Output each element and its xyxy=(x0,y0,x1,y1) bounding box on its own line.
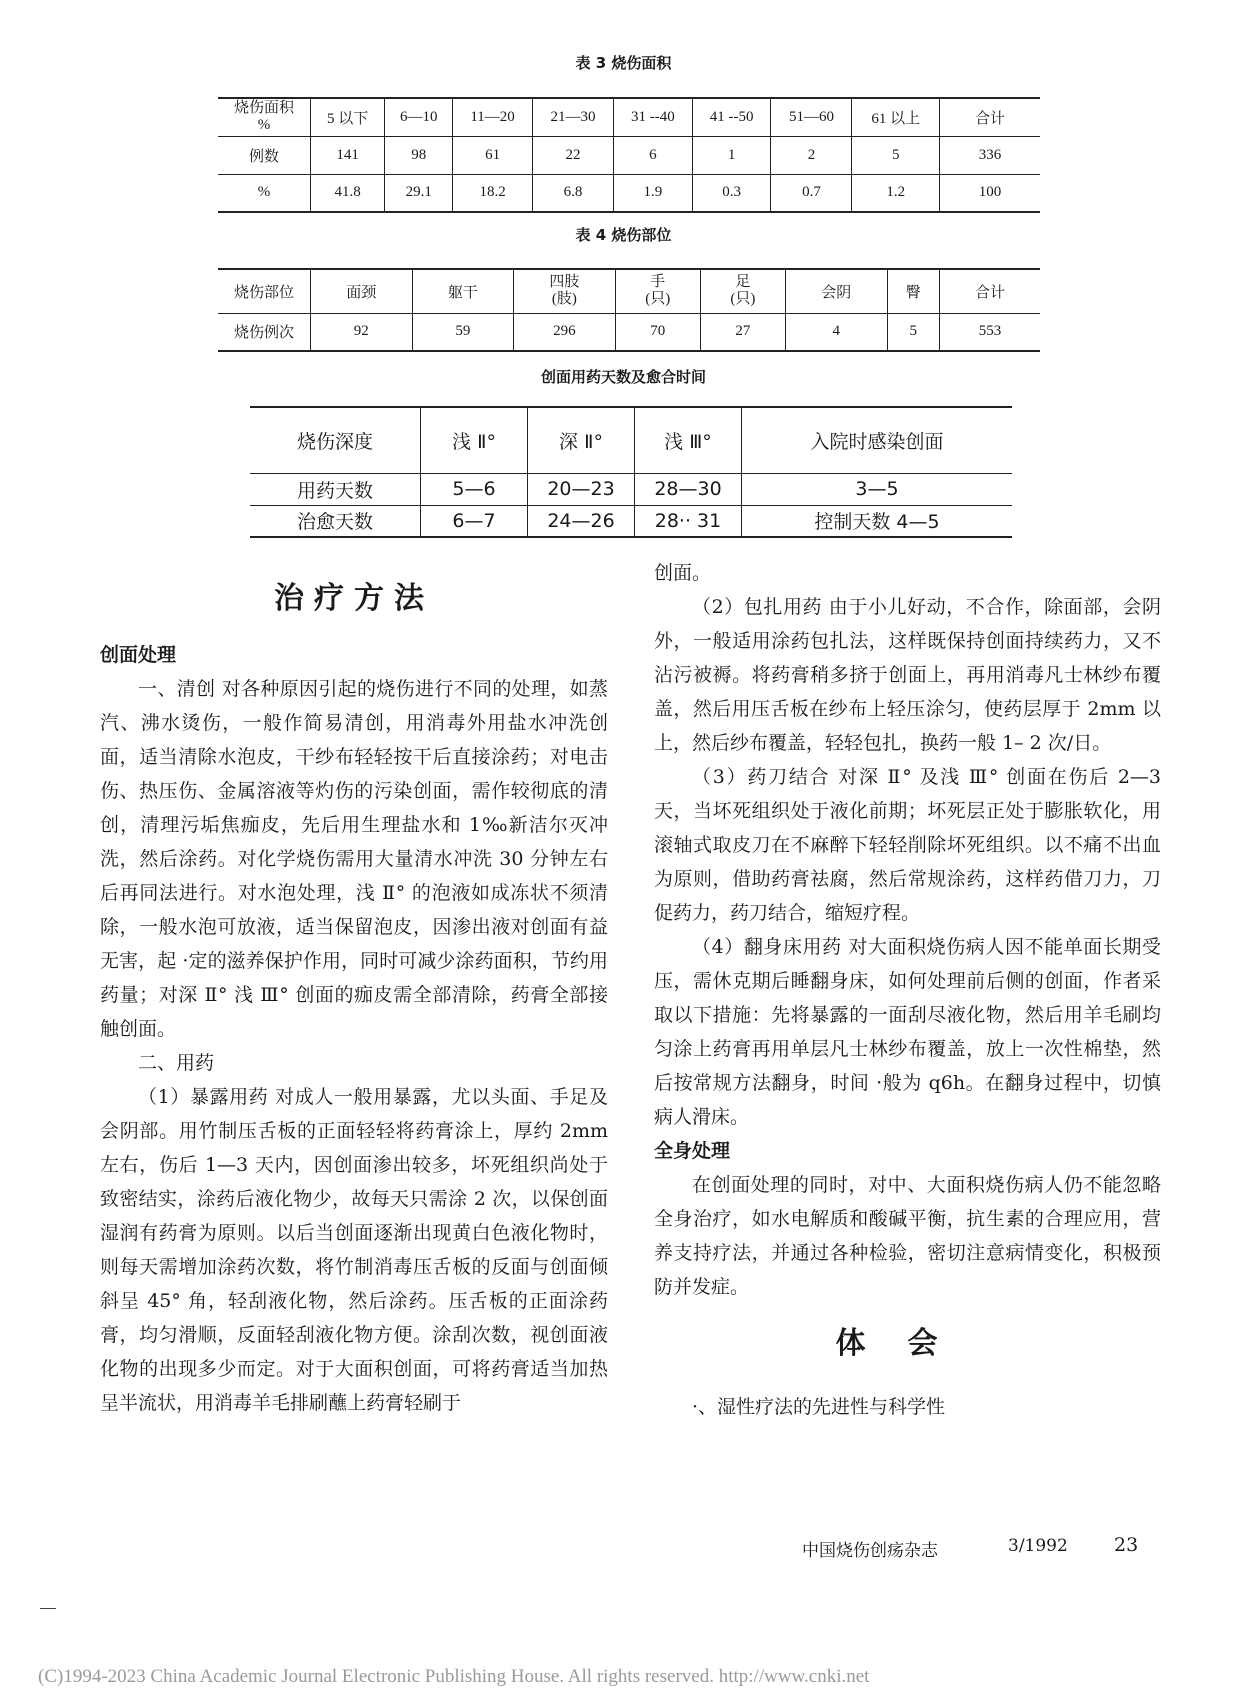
table-cell: 336 xyxy=(940,136,1041,174)
table-cell: 553 xyxy=(940,313,1041,351)
table5-caption: 创面用药天数及愈合时间 xyxy=(540,368,706,386)
table-cell: 24—26 xyxy=(528,505,635,537)
row-label: 治愈天数 xyxy=(250,505,421,537)
row-label: 例数 xyxy=(218,136,311,174)
table-cell: 5—6 xyxy=(421,473,528,505)
subheading-systemic-treatment: 全身处理 xyxy=(654,1140,731,1162)
row-label: 烧伤例次 xyxy=(218,313,311,351)
table-cell: 98 xyxy=(385,136,453,174)
paragraph-wet-therapy: ·、湿性疗法的先进性与科学性 xyxy=(692,1396,946,1418)
header-cell: 41 --50 xyxy=(692,98,771,136)
margin-mark xyxy=(40,1608,56,1609)
table-cell: 6.8 xyxy=(533,174,614,212)
table-cell: 1.2 xyxy=(852,174,940,212)
right-column xyxy=(654,556,1161,1424)
table-cell: 141 xyxy=(311,136,385,174)
table-cell: 27 xyxy=(700,313,785,351)
table-cell: 29.1 xyxy=(385,174,453,212)
table-cell: 0.3 xyxy=(692,174,771,212)
table-cell: 4 xyxy=(785,313,887,351)
table-burn-site xyxy=(218,268,1040,352)
paragraph-debridement: 一、清创 对各种原因引起的烧伤进行不同的处理，如蒸汽、沸水烫伤，一般作简易清创，用消毒外用盐水冲洗创面，适当清除水泡皮，干纱布轻轻按干后直接涂药；对电击伤、热压伤、金属溶液等灼伤的污染创面，需作较彻底的清创，清理污垢焦痂皮，先后用生理盐水和 1‰新洁尔灭冲洗，然后涂药。对化学烧伤需用大量清水冲洗 30 分钟左右后再同法进行。对水泡处理，浅 Ⅱ° 的泡液如成冻状不须清除，一般水泡可放液，适当保留泡皮，因渗出液对创面有益无害，起 ·定的滋养保护作用，同时可减少涂药面积，节约用药量；对深 Ⅱ° 浅 Ⅲ° 创面的痂皮需全部清除，药膏全部接触创面。 xyxy=(100,678,608,1040)
table-header-row xyxy=(218,269,1040,313)
table-row xyxy=(218,313,1040,351)
table-cell: 2 xyxy=(771,136,852,174)
table-cell: 6 xyxy=(614,136,693,174)
row-label: 用药天数 xyxy=(250,473,421,505)
table-cell: 1.9 xyxy=(614,174,693,212)
paragraph-bandage-medication: （2）包扎用药 由于小儿好动，不合作，除面部，会阴外，一般适用涂药包扎法，这样既保持创面持续药力，又不沾污被褥。将药膏稍多挤于创面上，再用消毒凡士林纱布覆盖，然后用压舌板在纱布上轻压涂匀，使药层厚于 2mm 以上，然后纱布覆盖，轻轻包扎，换药一般 1– 2 次/日。 xyxy=(654,596,1161,754)
table-row xyxy=(250,505,1012,537)
table-cell: 18.2 xyxy=(453,174,533,212)
table-burn-area xyxy=(218,97,1040,213)
header-cell: 合计 xyxy=(940,269,1041,313)
table-cell: 100 xyxy=(940,174,1041,212)
table-row xyxy=(218,174,1040,212)
paragraph-medication-title: 二、用药 xyxy=(138,1052,215,1074)
table3-caption: 表 3 烧伤面积 xyxy=(575,54,672,72)
table-cell: 28—30 xyxy=(635,473,742,505)
paragraph-knife-medication: （3）药刀结合 对深 Ⅱ° 及浅 Ⅲ° 创面在伤后 2—3 天，当坏死组织处于液化前期；坏死层正处于膨胀软化，用滚轴式取皮刀在不麻醉下轻轻削除坏死组织。以不痛不出血为原则，借助药膏祛腐，然后常规涂药，这样药借刀力，刀促药力，药刀结合，缩短疗程。 xyxy=(654,766,1161,924)
header-cell: 6—10 xyxy=(385,98,453,136)
paragraph-systemic: 在创面处理的同时，对中、大面积烧伤病人仍不能忽略全身治疗，如水电解质和酸碱平衡，抗生素的合理应用，营养支持疗法，并通过各种检验，密切注意病情变化，积极预防并发症。 xyxy=(654,1174,1161,1298)
issue-number: 3/1992 xyxy=(1008,1536,1068,1556)
table-cell: 控制天数 4—5 xyxy=(742,505,1013,537)
header-cell: 51—60 xyxy=(771,98,852,136)
header-cell: 臀 xyxy=(887,269,939,313)
header-cell: 61 以上 xyxy=(852,98,940,136)
table-cell: 20—23 xyxy=(528,473,635,505)
table-cell: 59 xyxy=(412,313,514,351)
header-cell xyxy=(218,98,311,136)
subheading-wound-care: 创面处理 xyxy=(100,644,177,666)
table-cell: 22 xyxy=(533,136,614,174)
journal-name: 中国烧伤创疡杂志 xyxy=(802,1541,938,1561)
table-healing-time xyxy=(250,406,1012,538)
table-cell: 3—5 xyxy=(742,473,1013,505)
page-number: 23 xyxy=(1114,1534,1139,1556)
table-cell: 28·· 31 xyxy=(635,505,742,537)
header-cell: 合计 xyxy=(940,98,1041,136)
header-label: 四肢 (肢) xyxy=(549,274,580,308)
header-cell: 11—20 xyxy=(453,98,533,136)
header-cell xyxy=(615,269,700,313)
header-cell: 5 以下 xyxy=(311,98,385,136)
header-cell: 31 --40 xyxy=(614,98,693,136)
copyright-notice: (C)1994-2023 China Academic Journal Electronic Publishing House. All rights reserved. http://www.cnki.net xyxy=(38,1666,870,1687)
table-cell: 61 xyxy=(453,136,533,174)
paragraph-continuation: 创面。 xyxy=(654,562,712,584)
header-label: 手 (只) xyxy=(645,274,671,308)
table-cell: 1 xyxy=(692,136,771,174)
row-label: % xyxy=(218,174,311,212)
header-cell xyxy=(700,269,785,313)
header-cell: 21—30 xyxy=(533,98,614,136)
table-cell: 5 xyxy=(887,313,939,351)
left-column xyxy=(100,568,608,1420)
table-cell: 5 xyxy=(852,136,940,174)
table-cell: 0.7 xyxy=(771,174,852,212)
header-cell: 烧伤部位 xyxy=(218,269,311,313)
header-cell: 烧伤深度 xyxy=(250,407,421,473)
header-cell: 深 Ⅱ° xyxy=(528,407,635,473)
header-cell: 躯干 xyxy=(412,269,514,313)
section-heading-experience: 体会 xyxy=(835,1326,980,1361)
table-row xyxy=(250,473,1012,505)
table-header-row xyxy=(250,407,1012,473)
table-header-row xyxy=(218,98,1040,136)
header-label: 烧伤面积 % xyxy=(233,100,294,134)
header-cell xyxy=(514,269,616,313)
table-cell: 70 xyxy=(615,313,700,351)
table-cell: 296 xyxy=(514,313,616,351)
header-cell: 浅 Ⅱ° xyxy=(421,407,528,473)
paragraph-turning-bed: （4）翻身床用药 对大面积烧伤病人因不能单面长期受压，需休克期后睡翻身床，如何处理前后侧的创面，作者采取以下措施：先将暴露的一面刮尽液化物，然后用羊毛刷均匀涂上药膏再用单层凡士林纱布覆盖，放上一次性棉垫，然后按常规方法翻身，时间 ·般为 q6h。在翻身过程中，切慎病人滑床。 xyxy=(654,936,1161,1128)
header-cell: 浅 Ⅲ° xyxy=(635,407,742,473)
table-cell: 6—7 xyxy=(421,505,528,537)
table-cell: 92 xyxy=(311,313,413,351)
paragraph-exposure-medication: （1）暴露用药 对成人一般用暴露，尤以头面、手足及会阴部。用竹制压舌板的正面轻轻将药膏涂上，厚约 2mm 左右，伤后 1—3 天内，因创面渗出较多，坏死组织尚处于 致密结实，涂药后液化物少，故每天只需涂 2 次，以保创面湿润有药膏为原则。以后当创面逐渐出现黄白色液化物时，则每天需增加涂药次数，将竹制消毒压舌板的反面与创面倾斜呈 45° 角，轻刮液化物，然后涂药。压舌板的正面涂药膏，均匀滑顺，反面轻刮液化物方便。涂刮次数，视创面液化物的出现多少而定。对于大面积创面，可将药膏适当加热呈半流状，用消毒羊毛排刷蘸上药膏轻刷于 xyxy=(100,1086,608,1414)
table-cell: 41.8 xyxy=(311,174,385,212)
header-cell: 入院时感染创面 xyxy=(742,407,1013,473)
header-label: 足 (只) xyxy=(730,274,756,308)
table-row xyxy=(218,136,1040,174)
table4-caption: 表 4 烧伤部位 xyxy=(575,226,672,244)
header-cell: 会阴 xyxy=(785,269,887,313)
header-cell: 面颈 xyxy=(311,269,413,313)
section-heading-treatment: 治疗方法 xyxy=(274,581,434,616)
